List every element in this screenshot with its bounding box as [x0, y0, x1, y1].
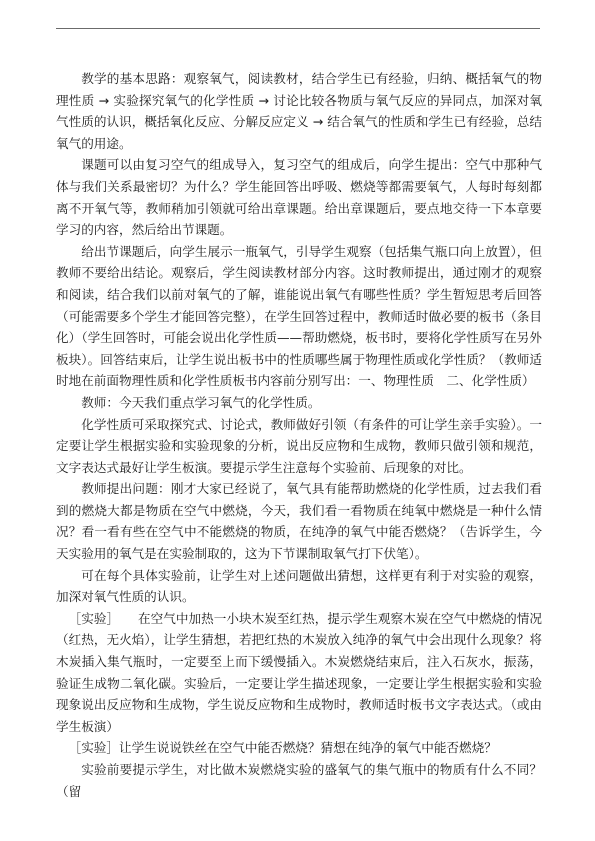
paragraph-teaching-approach: 教学的基本思路：观察氧气，阅读教材，结合学生已有经验，归纳、概括氧气的物理性质 → 实验探究氧气的化学性质 → 讨论比较各物质与氧气反应的异同点，加深对氧气性质的认识，概括氧化反应、分解反应定义 → 结合氧气的性质和学生已有经验，总结氧气的用途。 — [56, 71, 542, 151]
paragraph-lesson-introduction: 课题可以由复习空气的组成导入，复习空气的组成后，向学生提出：空气中那种气体与我们关系最密切？为什么？学生能回答出呼吸、燃烧等都需要氧气，人每时每刻都离不开氧气等，教师稍加引领就可给出章课题。给出章课题后，要点地交待一下本章要学习的内容，然后给出节课题。 — [56, 157, 542, 238]
document-body — [56, 68, 542, 802]
paragraph-teacher-focus: 教师：今天我们重点学习氧气的化学性质。 — [81, 394, 321, 410]
paragraph-experiment-charcoal: ［实验］ 在空气中加热一小块木炭至红热，提示学生观察木炭在空气中燃烧的情况（红热，无火焰），让学生猜想，若把红热的木炭放入纯净的氧气中会出现什么现象？将木炭插入集气瓶时，一定要至上而下缓慢插入。木炭燃烧结束后，注入石灰水，振荡，验证生成物二氧化碳。实验后，一定要让学生描述现象，一定要让学生根据实验和实验现象说出反应物和生成物，学生说反应物和生成物时，教师适时板书文字表达式。（或由学生板演） — [56, 610, 542, 734]
paragraph-teacher-question: 教师提出问题：刚才大家已经说了，氧气具有能帮助燃烧的化学性质，过去我们看到的燃烧大都是物质在空气中燃烧，今天，我们看一看物质在纯氧中燃烧是一种什么情况？看一看有些在空气中不能燃烧的物质，在纯净的氧气中能否燃烧？（告诉学生，今天实验用的氧气是在实验制取的，这为下节课制取氧气打下伏笔）。 — [56, 481, 542, 562]
paragraph-student-guess: 可在每个具体实验前，让学生对上述问题做出猜想，这样更有利于对实验的观察，加深对氧气性质的认识。 — [56, 567, 542, 605]
paragraph-inquiry-method: 化学性质可采取探究式、讨论式，教师做好引领（有条件的可让学生亲手实验）。一定要让学生根据实验和实验现象的分析，说出反应物和生成物，教师只做引领和规范，文字表达式最好让学生板演。要提示学生注意每个实验前、后现象的对比。 — [56, 416, 542, 475]
paragraph-experiment-iron-wire: ［实验］让学生说说铁丝在空气中能否燃烧？猜想在纯净的氧气中能否燃烧？ — [68, 740, 497, 756]
paragraph-observe-oxygen: 给出节课题后，向学生展示一瓶氧气，引导学生观察（包括集气瓶口向上放置），但教师不要给出结论。观察后，学生阅读教材部分内容。这时教师提出，通过刚才的观察和阅读，结合我们以前对氧气的了解，谁能说出氧气有哪些性质？学生暂短思考后回答（可能需要多个学生才能回答完整），在学生回答过程中，教师适时做必要的板书（条目化）（学生回答时，可能会说出化学性质——帮助燃烧，板书时，要将化学性质写在另外板块）。回答结束后，让学生说出板书中的性质哪些属于物理性质或化学性质？（教师适时地在前面物理性质和化学性质板书内容前分别写出：一、物理性质 二、化学性质） — [56, 243, 542, 389]
paragraph-experiment-prompt: 实验前要提示学生，对比做木炭燃烧实验的盛氧气的集气瓶中的物质有什么不同？（留 — [56, 762, 542, 799]
header-rule — [56, 28, 540, 29]
